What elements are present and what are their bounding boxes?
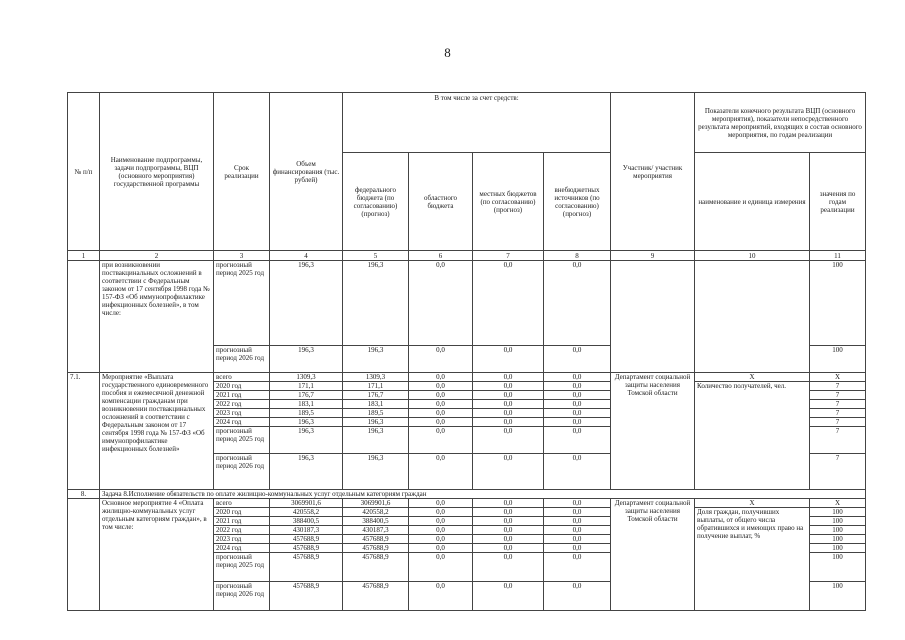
- federal-cell: 196,3: [343, 261, 409, 346]
- total-cell: 420558,2: [270, 508, 343, 517]
- period-cell: 2021 год: [214, 391, 270, 400]
- indicator-value: 100: [810, 508, 866, 517]
- offbudget-cell: 0,0: [544, 553, 611, 582]
- task-row: [68, 490, 866, 499]
- federal-cell: 189,5: [343, 409, 409, 418]
- period-cell: 2021 год: [214, 517, 270, 526]
- indicator-value: 100: [810, 553, 866, 582]
- indicator-value: 100: [810, 526, 866, 535]
- federal-cell: 457688,9: [343, 535, 409, 544]
- local-cell: 0,0: [473, 454, 544, 490]
- regional-cell: 0,0: [409, 261, 473, 346]
- table-row: [68, 499, 866, 508]
- table-row: [68, 373, 866, 382]
- regional-cell: 0,0: [409, 526, 473, 535]
- program-table: [67, 92, 866, 611]
- total-cell: 3069901,6: [270, 499, 343, 508]
- period-cell: 2020 год: [214, 508, 270, 517]
- indicator-value: 100: [810, 582, 866, 611]
- period-cell: прогнозный период 2026 год: [214, 582, 270, 611]
- offbudget-cell: 0,0: [544, 535, 611, 544]
- federal-cell: 196,3: [343, 346, 409, 373]
- offbudget-cell: 0,0: [544, 346, 611, 373]
- local-cell: 0,0: [473, 535, 544, 544]
- header-sources-group: В том числе за счет средств:: [343, 93, 611, 153]
- local-cell: 0,0: [473, 526, 544, 535]
- period-cell: прогнозный период 2026 год: [214, 346, 270, 373]
- local-cell: 0,0: [473, 582, 544, 611]
- column-number: 2: [100, 251, 214, 261]
- period-cell: 2024 год: [214, 418, 270, 427]
- indicator-cell: Доля граждан, получивших выплаты, от общего числа обратившихся и имеющих право на получение выплат, %: [695, 508, 810, 611]
- header-total: Объем финансирования (тыс. рублей): [270, 93, 343, 251]
- header-name: Наименование подпрограммы, задачи подпрограммы, ВЦП (основного мероприятия) государственной программы: [100, 93, 214, 251]
- federal-cell: 3069901,6: [343, 499, 409, 508]
- column-number: 6: [409, 251, 473, 261]
- total-cell: 388400,5: [270, 517, 343, 526]
- task-num: 8.: [68, 490, 100, 499]
- offbudget-cell: 0,0: [544, 373, 611, 382]
- header-local: местных бюджетов (по согласованию) (прогноз): [473, 153, 544, 251]
- regional-cell: 0,0: [409, 517, 473, 526]
- regional-cell: 0,0: [409, 427, 473, 454]
- column-number: 7: [473, 251, 544, 261]
- column-number: 3: [214, 251, 270, 261]
- period-cell: прогнозный период 2025 год: [214, 261, 270, 346]
- measure-name: Основное мероприятие 4 «Оплата жилищно-коммунальных услуг отдельным категориям граждан», в том числе:: [100, 499, 214, 611]
- local-cell: 0,0: [473, 553, 544, 582]
- period-cell: 2023 год: [214, 535, 270, 544]
- period-cell: прогнозный период 2025 год: [214, 427, 270, 454]
- column-number: 10: [695, 251, 810, 261]
- local-cell: 0,0: [473, 373, 544, 382]
- header-num: № п/п: [68, 93, 100, 251]
- column-number: 5: [343, 251, 409, 261]
- regional-cell: 0,0: [409, 409, 473, 418]
- indicator-value: 7: [810, 454, 866, 490]
- indicator-cell: Количество получателей, чел.: [695, 382, 810, 490]
- local-cell: 0,0: [473, 517, 544, 526]
- header-participant: Участник/ участник мероприятия: [611, 93, 695, 251]
- federal-cell: 457688,9: [343, 553, 409, 582]
- period-cell: всего: [214, 499, 270, 508]
- federal-cell: 171,1: [343, 382, 409, 391]
- federal-cell: 196,3: [343, 454, 409, 490]
- federal-cell: 176,7: [343, 391, 409, 400]
- offbudget-cell: 0,0: [544, 409, 611, 418]
- offbudget-cell: 0,0: [544, 382, 611, 391]
- indicator-value: 7: [810, 409, 866, 418]
- total-cell: 176,7: [270, 391, 343, 400]
- period-cell: всего: [214, 373, 270, 382]
- column-number: 4: [270, 251, 343, 261]
- local-cell: 0,0: [473, 261, 544, 346]
- regional-cell: 0,0: [409, 454, 473, 490]
- total-cell: 430187,3: [270, 526, 343, 535]
- column-number: 1: [68, 251, 100, 261]
- header-indicators-group: Показатели конечного результата ВЦП (основного мероприятия), показатели непосредственного результата мероприятий, входящих в состав основного мероприятия, по годам реализации: [695, 93, 866, 153]
- column-number: 9: [611, 251, 695, 261]
- header-period: Срок реализации: [214, 93, 270, 251]
- indicator-value: 7: [810, 382, 866, 391]
- participant-cell: [611, 261, 695, 373]
- local-cell: 0,0: [473, 409, 544, 418]
- total-cell: 196,3: [270, 418, 343, 427]
- local-cell: 0,0: [473, 508, 544, 517]
- indicator-cell: [695, 261, 810, 373]
- row-num: [68, 261, 100, 373]
- indicator-value: 7: [810, 391, 866, 400]
- header-federal: федерального бюджета (по согласованию) (прогноз): [343, 153, 409, 251]
- regional-cell: 0,0: [409, 346, 473, 373]
- total-cell: 1309,3: [270, 373, 343, 382]
- federal-cell: 196,3: [343, 427, 409, 454]
- column-number: 11: [810, 251, 866, 261]
- period-cell: 2022 год: [214, 526, 270, 535]
- page-number: 8: [444, 45, 451, 60]
- regional-cell: 0,0: [409, 544, 473, 553]
- offbudget-cell: 0,0: [544, 582, 611, 611]
- indicator-x: X: [695, 373, 810, 382]
- offbudget-cell: 0,0: [544, 418, 611, 427]
- total-cell: 457688,9: [270, 553, 343, 582]
- header-regional: областного бюджета: [409, 153, 473, 251]
- regional-cell: 0,0: [409, 553, 473, 582]
- measure-name: Мероприятие «Выплата государственного единовременного пособия и ежемесячной денежной компенсации гражданам при возникновении поствакцинальных осложнений в соответствии с Федеральным законом от 17 сентября 1998 года № 157-ФЗ «Об иммунопрофилактике инфекционных болезней»: [100, 373, 214, 490]
- local-cell: 0,0: [473, 427, 544, 454]
- regional-cell: 0,0: [409, 418, 473, 427]
- offbudget-cell: 0,0: [544, 508, 611, 517]
- indicator-value: 7: [810, 400, 866, 409]
- indicator-value: 100: [810, 535, 866, 544]
- regional-cell: 0,0: [409, 508, 473, 517]
- measure-name: при возникновении поствакцинальных осложнений в соответствии с Федеральным законом от 17 сентября 1998 года № 157-ФЗ «Об иммунопрофилактике инфекционных болезней», в том числе:: [100, 261, 214, 373]
- federal-cell: 457688,9: [343, 582, 409, 611]
- federal-cell: 430187,3: [343, 526, 409, 535]
- header-indicator-name: наименование и единица измерения: [695, 153, 810, 251]
- local-cell: 0,0: [473, 391, 544, 400]
- indicator-value: 7: [810, 418, 866, 427]
- table-row: [68, 261, 866, 346]
- federal-cell: 457688,9: [343, 544, 409, 553]
- federal-cell: 196,3: [343, 418, 409, 427]
- participant-cell: Департамент социальной защиты населения Томской области: [611, 373, 695, 490]
- total-cell: 457688,9: [270, 544, 343, 553]
- regional-cell: 0,0: [409, 382, 473, 391]
- offbudget-cell: 0,0: [544, 391, 611, 400]
- local-cell: 0,0: [473, 499, 544, 508]
- indicator-value: 100: [810, 261, 866, 346]
- period-cell: 2024 год: [214, 544, 270, 553]
- total-cell: 457688,9: [270, 535, 343, 544]
- column-number: 8: [544, 251, 611, 261]
- period-cell: 2020 год: [214, 382, 270, 391]
- period-cell: прогнозный период 2025 год: [214, 553, 270, 582]
- federal-cell: 388400,5: [343, 517, 409, 526]
- period-cell: прогнозный период 2026 год: [214, 454, 270, 490]
- period-cell: 2023 год: [214, 409, 270, 418]
- offbudget-cell: 0,0: [544, 400, 611, 409]
- header-offbudget: внебюджетных источников (по согласованию) (прогноз): [544, 153, 611, 251]
- offbudget-cell: 0,0: [544, 526, 611, 535]
- local-cell: 0,0: [473, 346, 544, 373]
- local-cell: 0,0: [473, 400, 544, 409]
- local-cell: 0,0: [473, 544, 544, 553]
- indicator-value: 100: [810, 517, 866, 526]
- federal-cell: 1309,3: [343, 373, 409, 382]
- period-cell: 2022 год: [214, 400, 270, 409]
- column-numbers-row: [68, 251, 866, 261]
- total-cell: 196,3: [270, 346, 343, 373]
- total-cell: 196,3: [270, 427, 343, 454]
- offbudget-cell: 0,0: [544, 261, 611, 346]
- indicator-value: X: [810, 499, 866, 508]
- regional-cell: 0,0: [409, 535, 473, 544]
- total-cell: 196,3: [270, 454, 343, 490]
- indicator-value: 7: [810, 427, 866, 454]
- total-cell: 183,1: [270, 400, 343, 409]
- offbudget-cell: 0,0: [544, 499, 611, 508]
- total-cell: 457688,9: [270, 582, 343, 611]
- task-title: Задача 8.Исполнение обязательств по оплате жилищно-коммунальных услуг отдельным категориям граждан: [100, 490, 866, 499]
- row-num: 7.1.: [68, 373, 100, 490]
- total-cell: 171,1: [270, 382, 343, 391]
- regional-cell: 0,0: [409, 582, 473, 611]
- offbudget-cell: 0,0: [544, 427, 611, 454]
- local-cell: 0,0: [473, 418, 544, 427]
- regional-cell: 0,0: [409, 400, 473, 409]
- total-cell: 189,5: [270, 409, 343, 418]
- participant-cell: Департамент социальной защиты населения Томской области: [611, 499, 695, 611]
- indicator-value: X: [810, 373, 866, 382]
- indicator-x: X: [695, 499, 810, 508]
- offbudget-cell: 0,0: [544, 544, 611, 553]
- row-num: [68, 499, 100, 611]
- federal-cell: 420558,2: [343, 508, 409, 517]
- total-cell: 196,3: [270, 261, 343, 346]
- regional-cell: 0,0: [409, 391, 473, 400]
- federal-cell: 183,1: [343, 400, 409, 409]
- indicator-value: 100: [810, 544, 866, 553]
- header-indicator-values: значения по годам реализации: [810, 153, 866, 251]
- regional-cell: 0,0: [409, 499, 473, 508]
- offbudget-cell: 0,0: [544, 517, 611, 526]
- local-cell: 0,0: [473, 382, 544, 391]
- regional-cell: 0,0: [409, 373, 473, 382]
- offbudget-cell: 0,0: [544, 454, 611, 490]
- indicator-value: 100: [810, 346, 866, 373]
